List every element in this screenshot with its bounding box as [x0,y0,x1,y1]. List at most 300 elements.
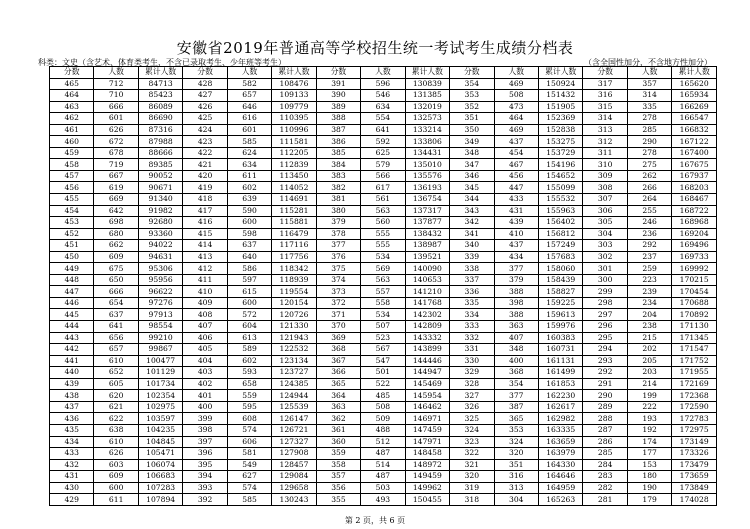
score-table [49,66,717,506]
table-cell: 310 [583,159,627,171]
table-cell: 590 [227,205,271,217]
table-cell: 300 [583,274,627,286]
table-row [50,344,717,356]
table-cell: 654 [94,297,138,309]
table-cell: 136754 [405,194,449,206]
table-cell: 610 [94,355,138,367]
table-cell: 603 [94,459,138,471]
table-cell: 332 [450,332,494,344]
table-cell: 167400 [672,147,717,159]
table-cell: 160383 [538,332,582,344]
table-cell: 373 [316,286,360,298]
table-cell: 534 [361,251,405,263]
table-cell: 140653 [405,274,449,286]
table-cell: 559 [227,390,271,402]
table-cell: 555 [361,240,405,252]
table-cell: 204 [627,309,671,321]
table-cell: 374 [316,274,360,286]
table-cell: 316 [583,90,627,102]
table-row [50,228,717,240]
table-cell: 592 [361,136,405,148]
table-cell: 398 [494,297,538,309]
table-cell: 154196 [538,159,582,171]
table-cell: 432 [50,459,94,471]
table-cell: 555 [361,228,405,240]
table-cell: 126721 [272,424,316,436]
bonus-note: （含全国性加分，不含地方性加分） [584,58,712,67]
table-cell: 214 [627,378,671,390]
table-cell: 164330 [538,459,582,471]
table-cell: 122532 [272,344,316,356]
table-cell: 414 [183,240,227,252]
table-row [50,390,717,402]
table-cell: 132019 [405,101,449,113]
table-cell: 278 [627,113,671,125]
table-cell: 369 [316,332,360,344]
table-cell: 236 [627,228,671,240]
table-cell: 400 [494,355,538,367]
table-row [50,251,717,263]
column-header: 人数 [94,67,138,79]
table-cell: 657 [94,344,138,356]
table-cell: 427 [183,90,227,102]
table-cell: 619 [94,182,138,194]
table-row [50,274,717,286]
table-cell: 146971 [405,413,449,425]
table-cell: 130243 [272,494,316,506]
table-cell: 157683 [538,251,582,263]
table-cell: 150924 [538,78,582,90]
table-cell: 314 [583,113,627,125]
table-cell: 156402 [538,217,582,229]
table-cell: 172975 [672,424,717,436]
table-cell: 452 [50,228,94,240]
table-cell: 602 [227,182,271,194]
table-cell: 431 [50,471,94,483]
table-cell: 549 [227,459,271,471]
table-cell: 152369 [538,113,582,125]
table-cell: 485 [361,390,405,402]
table-cell: 357 [627,78,671,90]
table-cell: 611 [94,494,138,506]
table-cell: 294 [583,344,627,356]
table-cell: 667 [94,170,138,182]
table-cell: 380 [316,205,360,217]
table-cell: 354 [494,378,538,390]
table-cell: 627 [227,471,271,483]
table-cell: 367 [316,355,360,367]
table-cell: 298 [583,297,627,309]
table-row [50,194,717,206]
table-cell: 365 [316,378,360,390]
table-cell: 135010 [405,159,449,171]
table-cell: 282 [583,482,627,494]
table-cell: 173149 [672,436,717,448]
table-cell: 597 [227,274,271,286]
table-cell: 563 [361,274,405,286]
table-cell: 190 [627,482,671,494]
table-row [50,170,717,182]
table-cell: 446 [50,297,94,309]
table-cell: 139521 [405,251,449,263]
table-cell: 120154 [272,297,316,309]
table-cell: 388 [494,286,538,298]
table-cell: 523 [361,332,405,344]
table-row [50,101,717,113]
table-cell: 173326 [672,448,717,460]
column-header: 分数 [316,67,360,79]
table-cell: 464 [494,113,538,125]
table-cell: 308 [583,182,627,194]
table-cell: 440 [50,367,94,379]
table-cell: 340 [450,240,494,252]
table-cell: 147971 [405,436,449,448]
table-cell: 305 [583,217,627,229]
table-cell: 407 [183,321,227,333]
table-cell: 202 [627,344,671,356]
table-cell: 410 [183,286,227,298]
table-cell: 397 [183,436,227,448]
table-cell: 133806 [405,136,449,148]
table-cell: 333 [450,321,494,333]
table-row [50,436,717,448]
table-cell: 169204 [672,228,717,240]
table-cell: 313 [583,124,627,136]
table-cell: 459 [50,147,94,159]
table-cell: 142302 [405,309,449,321]
table-cell: 357 [316,471,360,483]
table-cell: 604 [227,321,271,333]
table-cell: 153729 [538,147,582,159]
table-cell: 464 [50,90,94,102]
table-cell: 172590 [672,401,717,413]
table-cell: 377 [316,240,360,252]
table-row [50,471,717,483]
column-header: 分数 [450,67,494,79]
table-cell: 421 [183,159,227,171]
table-cell: 147459 [405,424,449,436]
table-cell: 376 [316,251,360,263]
table-cell: 547 [361,355,405,367]
table-cell: 344 [450,194,494,206]
table-cell: 143899 [405,344,449,356]
table-cell: 646 [227,101,271,113]
table-cell: 152838 [538,124,582,136]
table-cell: 144446 [405,355,449,367]
table-cell: 435 [50,424,94,436]
table-cell: 295 [583,332,627,344]
table-cell: 264 [627,194,671,206]
table-cell: 313 [494,482,538,494]
table-cell: 126147 [272,413,316,425]
table-cell: 652 [94,367,138,379]
table-cell: 383 [316,170,360,182]
table-cell: 171955 [672,367,717,379]
table-row [50,367,717,379]
table-cell: 439 [50,378,94,390]
table-row [50,321,717,333]
table-cell: 112205 [272,147,316,159]
table-cell: 330 [450,355,494,367]
table-cell: 410 [494,228,538,240]
table-cell: 87316 [138,124,182,136]
table-cell: 292 [583,367,627,379]
table-cell: 324 [450,424,494,436]
table-cell: 387 [494,401,538,413]
table-cell: 320 [450,471,494,483]
table-cell: 146462 [405,401,449,413]
table-cell: 398 [183,424,227,436]
table-cell: 287 [583,424,627,436]
table-cell: 99867 [138,344,182,356]
table-cell: 151905 [538,101,582,113]
table-cell: 281 [583,494,627,506]
table-cell: 429 [50,494,94,506]
table-cell: 124385 [272,378,316,390]
table-cell: 611 [227,170,271,182]
table-cell: 266 [627,182,671,194]
table-cell: 293 [583,355,627,367]
table-cell: 447 [50,286,94,298]
page-footer: 第 2 页，共 6 页 [344,516,406,525]
table-row [50,205,717,217]
table-cell: 141210 [405,286,449,298]
table-cell: 428 [183,78,227,90]
table-cell: 299 [583,286,627,298]
table-cell: 96622 [138,286,182,298]
table-cell: 418 [183,194,227,206]
table-cell: 130839 [405,78,449,90]
table-cell: 361 [316,424,360,436]
table-cell: 662 [94,240,138,252]
table-cell: 105471 [138,448,182,460]
table-cell: 454 [494,147,538,159]
table-cell: 356 [316,482,360,494]
table-cell: 167937 [672,170,717,182]
table-cell: 121943 [272,332,316,344]
table-cell: 412 [183,263,227,275]
table-cell: 678 [94,147,138,159]
table-cell: 239 [627,286,671,298]
table-cell: 100477 [138,355,182,367]
table-cell: 327 [450,390,494,402]
table-cell: 222 [627,401,671,413]
table-cell: 416 [183,217,227,229]
table-cell: 473 [494,101,538,113]
table-cell: 142809 [405,321,449,333]
table-cell: 153275 [538,136,582,148]
table-cell: 593 [227,367,271,379]
table-cell: 349 [450,136,494,148]
table-row [50,459,717,471]
table-cell: 320 [494,448,538,460]
table-body [50,78,717,505]
column-header: 分数 [50,67,94,79]
table-cell: 566 [361,170,405,182]
table-cell: 585 [227,136,271,148]
table-cell: 343 [450,205,494,217]
table-cell: 639 [227,194,271,206]
table-cell: 641 [361,124,405,136]
table-cell: 278 [627,147,671,159]
table-row [50,482,717,494]
table-row [50,413,717,425]
table-cell: 113450 [272,170,316,182]
table-cell: 90052 [138,170,182,182]
table-cell: 666 [94,286,138,298]
table-cell: 166832 [672,124,717,136]
table-row [50,217,717,229]
table-cell: 598 [227,228,271,240]
table-cell: 487 [361,471,405,483]
table-row [50,113,717,125]
table-cell: 622 [94,413,138,425]
table-cell: 159225 [538,297,582,309]
table-cell: 153 [627,459,671,471]
table-cell: 148458 [405,448,449,460]
table-cell: 315 [583,101,627,113]
table-cell: 255 [627,205,671,217]
table-cell: 108476 [272,78,316,90]
table-cell: 441 [50,355,94,367]
table-cell: 86690 [138,113,182,125]
table-cell: 596 [361,78,405,90]
table-cell: 358 [316,459,360,471]
table-cell: 297 [583,309,627,321]
table-cell: 493 [361,494,405,506]
table-cell: 92680 [138,217,182,229]
table-cell: 422 [183,147,227,159]
table-cell: 134431 [405,147,449,159]
table-cell: 348 [450,147,494,159]
table-cell: 141768 [405,297,449,309]
table-cell: 444 [50,321,94,333]
table-cell: 626 [94,124,138,136]
table-cell: 203 [627,367,671,379]
table-cell: 158439 [538,274,582,286]
table-cell: 106683 [138,471,182,483]
table-cell: 168722 [672,205,717,217]
table-cell: 109133 [272,90,316,102]
table-cell: 237 [627,251,671,263]
table-cell: 381 [316,194,360,206]
table-cell: 309 [583,170,627,182]
table-cell: 386 [316,136,360,148]
table-cell: 378 [316,228,360,240]
table-cell: 159976 [538,321,582,333]
table-cell: 351 [494,459,538,471]
table-row [50,309,717,321]
table-row [50,159,717,171]
column-header: 人数 [494,67,538,79]
table-cell: 456 [50,182,94,194]
table-cell: 162230 [538,390,582,402]
table-cell: 712 [94,78,138,90]
table-cell: 437 [494,240,538,252]
table-cell: 127327 [272,436,316,448]
table-cell: 138432 [405,228,449,240]
table-cell: 608 [227,413,271,425]
table-cell: 312 [583,136,627,148]
table-cell: 205 [627,355,671,367]
table-cell: 465 [50,78,94,90]
table-cell: 234 [627,297,671,309]
table-cell: 569 [361,263,405,275]
table-cell: 321 [450,459,494,471]
table-cell: 601 [94,113,138,125]
table-cell: 140090 [405,263,449,275]
table-cell: 95306 [138,263,182,275]
table-cell: 680 [94,228,138,240]
table-cell: 634 [227,159,271,171]
table-cell: 115281 [272,205,316,217]
table-cell: 173849 [672,482,717,494]
table-row [50,494,717,506]
table-cell: 99210 [138,332,182,344]
table-cell: 102975 [138,401,182,413]
table-cell: 624 [227,147,271,159]
table-cell: 353 [494,424,538,436]
table-cell: 133214 [405,124,449,136]
table-cell: 342 [450,217,494,229]
table-row [50,124,717,136]
table-cell: 149962 [405,482,449,494]
table-cell: 423 [183,136,227,148]
table-cell: 85423 [138,90,182,102]
table-cell: 102354 [138,390,182,402]
table-cell: 115881 [272,217,316,229]
table-cell: 371 [316,309,360,321]
table-cell: 296 [583,321,627,333]
table-cell: 307 [583,194,627,206]
table-cell: 97913 [138,309,182,321]
table-cell: 155963 [538,205,582,217]
table-cell: 400 [183,401,227,413]
table-cell: 364 [316,390,360,402]
table-cell: 431 [494,205,538,217]
table-row [50,263,717,275]
table-cell: 120726 [272,309,316,321]
table-cell: 514 [361,459,405,471]
column-header: 分数 [583,67,627,79]
table-cell: 600 [94,482,138,494]
table-cell: 546 [361,90,405,102]
table-cell: 334 [450,309,494,321]
table-cell: 170892 [672,309,717,321]
table-cell: 503 [361,482,405,494]
table-cell: 291 [583,378,627,390]
table-cell: 579 [361,159,405,171]
table-cell: 172783 [672,413,717,425]
column-header: 累计人数 [538,67,582,79]
table-cell: 169496 [672,240,717,252]
table-cell: 319 [450,482,494,494]
table-cell: 348 [494,344,538,356]
table-cell: 656 [94,332,138,344]
table-cell: 121330 [272,321,316,333]
table-cell: 118939 [272,274,316,286]
table-cell: 290 [627,136,671,148]
table-cell: 164959 [538,482,582,494]
table-cell: 158060 [538,263,582,275]
table-cell: 114052 [272,182,316,194]
table-cell: 620 [94,390,138,402]
table-cell: 90671 [138,182,182,194]
column-header: 累计人数 [272,67,316,79]
table-cell: 488 [361,424,405,436]
table-cell: 238 [627,321,671,333]
column-header: 人数 [227,67,271,79]
